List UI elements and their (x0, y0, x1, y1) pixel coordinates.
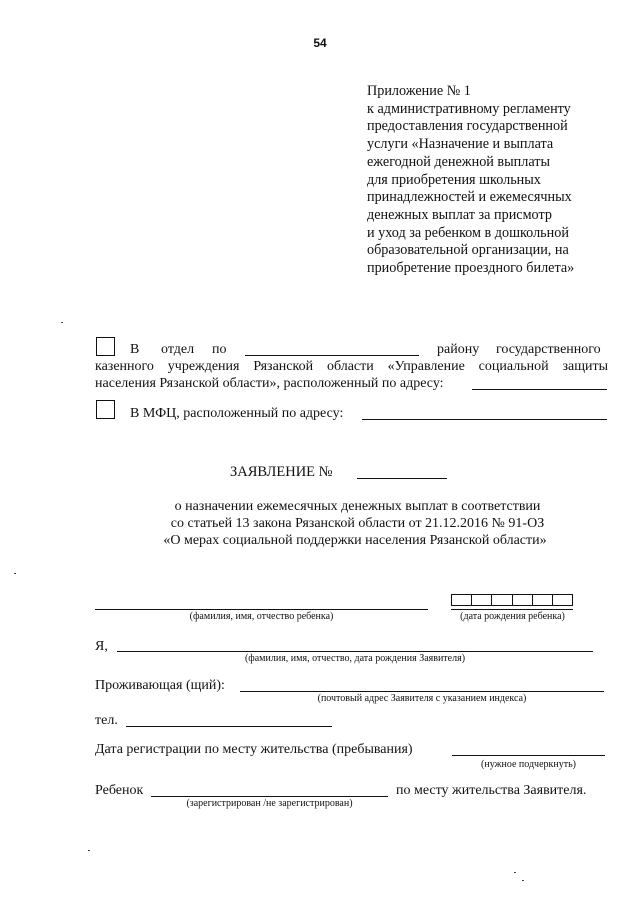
appendix-line: услуги «Назначение и выплата (367, 136, 554, 153)
application-heading: ЗАЯВЛЕНИЕ № (230, 464, 333, 480)
scan-speck (61, 322, 63, 323)
child-name-field[interactable] (95, 609, 428, 610)
residing-label: Проживающая (щий): (95, 678, 225, 693)
appendix-line: к административному регламенту (367, 100, 571, 117)
registration-date-field[interactable] (452, 755, 605, 756)
child-dob-caption: (дата рождения ребенка) (460, 611, 565, 622)
page-number: 54 (313, 36, 327, 50)
option1-word: району (437, 342, 480, 357)
applicant-caption: (фамилия, имя, отчество, дата рождения Заявителя) (244, 653, 466, 664)
child-dob-underline (451, 609, 573, 610)
option1-line2: казенного учреждения Рязанской области «Управление социальной защиты (95, 359, 608, 374)
scan-speck (514, 872, 516, 873)
phone-label: тел. (95, 713, 118, 728)
mfc-checkbox[interactable] (96, 400, 115, 419)
applicant-field[interactable] (117, 651, 593, 652)
appendix-line: Приложение № 1 (367, 83, 471, 99)
phone-field[interactable] (126, 726, 332, 727)
appendix-line: для приобретения школьных (367, 171, 541, 188)
department-address-field[interactable] (472, 389, 607, 390)
appendix-line: предоставления государственной (367, 118, 568, 135)
department-checkbox[interactable] (96, 337, 115, 356)
option2-text: В МФЦ, расположенный по адресу: (130, 406, 344, 421)
option1-line3: населения Рязанской области», расположенный по адресу: (95, 376, 444, 391)
scan-speck (88, 850, 90, 851)
child-reg-suffix: по месту жительства Заявителя. (396, 783, 587, 798)
scan-speck (14, 573, 16, 574)
application-number-field[interactable] (357, 478, 447, 479)
appendix-header (367, 83, 627, 278)
title-sub2: со статьей 13 закона Рязанской области от 21.12.2016 № 91-ОЗ (170, 516, 545, 531)
option1-word: по (212, 342, 227, 357)
ya-label: Я, (95, 639, 108, 654)
appendix-line: образовательной организации, на (367, 242, 569, 259)
appendix-line: ежегодной денежной выплаты (367, 153, 551, 170)
postal-address-field[interactable] (240, 691, 604, 692)
option1-word: государственного (496, 342, 601, 357)
child-name-caption: (фамилия, имя, отчество ребенка) (189, 611, 334, 622)
appendix-line: и уход за ребенком в дошкольной (367, 224, 569, 241)
registered-caption: (зарегистрирован /не зарегистрирован) (186, 798, 353, 809)
child-label: Ребенок (95, 783, 144, 798)
registration-label: Дата регистрации по месту жительства (пребывания) (95, 742, 413, 757)
district-field[interactable] (245, 355, 419, 356)
title-sub3: «О мерах социальной поддержки населения Рязанской области» (163, 533, 547, 548)
option1-word: В (130, 342, 140, 357)
underline-caption: (нужное подчеркнуть) (481, 759, 576, 770)
scan-speck (522, 880, 524, 881)
appendix-line: денежных выплат за присмотр (367, 206, 552, 223)
title-sub1: о назначении ежемесячных денежных выплат в соответствии (174, 499, 541, 514)
child-dob-field[interactable] (451, 594, 573, 606)
option1-word: отдел (161, 342, 195, 357)
appendix-line: принадлежностей и ежемесячных (367, 189, 572, 206)
address-caption: (почтовый адрес Заявителя с указанием индекса) (317, 693, 527, 704)
appendix-line: приобретение проездного билета» (367, 260, 575, 277)
mfc-address-field[interactable] (362, 419, 607, 420)
child-registration-field[interactable] (151, 796, 388, 797)
